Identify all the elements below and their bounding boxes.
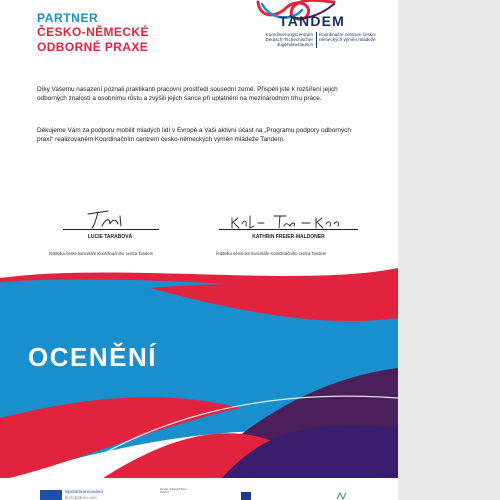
body-paragraph-1: Díky Vašemu nasazení poznali praktikanti pracovní prostředí sousední země. Přispěli jste k rozšíření jejich odborných znalostí a osobnímu růstu a zvýšili jejich šance při uplatnění na mezinárodním trhu práce.: [37, 86, 338, 102]
partner-logo-icon: [336, 492, 348, 500]
partner-label: PARTNER: [37, 11, 99, 25]
tandem-wordmark: TANDEM: [279, 13, 346, 29]
body-paragraph-2: Děkujeme Vám za podporu mobilit mladých lidí v Evropě a Vaši aktivní účast na „Programu podpory odborných praxí“ realizovaném Koordinačním centrem česko-německých výměn mládeže Tandem.: [37, 127, 351, 143]
logo-czech-text: Koordinační centrum česko-německých výměn mládeže: [319, 32, 377, 43]
decorative-wave-graphic: [0, 268, 398, 480]
signature-left-image: [84, 206, 134, 230]
award-title: OCENĚNÍ: [28, 342, 157, 372]
eu-funding-text-1: Spolufinancováno: [65, 490, 104, 495]
signature-line-left: [63, 229, 159, 230]
footer-small-text: Zender nékterých firem Tandem: [160, 488, 187, 494]
eu-funding-text-2: Evropskou unií: [65, 496, 97, 500]
signatory-name-right: KATHRIN FREIER-MALDONER: [252, 234, 325, 240]
logo-divider: [316, 32, 317, 48]
signature-line-right: [219, 229, 358, 230]
signatory-role-right: ředitelka německé kanceláře Koordinačního centra Tandem: [216, 251, 327, 256]
signatory-role-left: ředitelka české kanceláře Koordinačního centra Tandem: [49, 251, 154, 256]
program-title-line2: ODBORNÉ PRAXE: [37, 40, 149, 54]
program-title-line1: ČESKO-NĚMECKÉ: [37, 25, 149, 39]
footer-logos: [0, 478, 398, 500]
logo-german-text: Koordinierungszentrum Deutsch-Tschechischer Jugendaustausch: [265, 32, 313, 48]
signatory-name-left: LUCIE TARABOVÁ: [87, 234, 133, 240]
signature-right-image: [228, 212, 348, 230]
ministry-logo-icon: [241, 492, 251, 500]
eu-flag-icon: [40, 490, 62, 500]
